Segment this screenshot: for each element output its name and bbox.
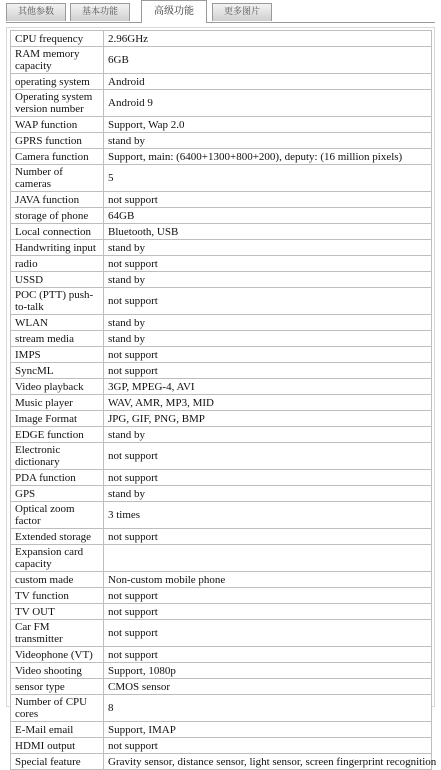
table-row xyxy=(11,545,432,572)
spec-label: Number of CPU cores xyxy=(11,695,104,722)
spec-value: 5 xyxy=(104,165,432,192)
tab-bar xyxy=(6,0,435,23)
table-row xyxy=(11,695,432,722)
spec-label: Number of cameras xyxy=(11,165,104,192)
table-row xyxy=(11,117,432,133)
spec-label: PDA function xyxy=(11,470,104,486)
spec-value: not support xyxy=(104,647,432,663)
table-row xyxy=(11,192,432,208)
spec-value: stand by xyxy=(104,315,432,331)
table-row xyxy=(11,443,432,470)
spec-label: JAVA function xyxy=(11,192,104,208)
table-row xyxy=(11,470,432,486)
spec-value: not support xyxy=(104,470,432,486)
spec-value: Android xyxy=(104,74,432,90)
spec-label: Camera function xyxy=(11,149,104,165)
table-row xyxy=(11,363,432,379)
table-row xyxy=(11,208,432,224)
table-row xyxy=(11,502,432,529)
table-row xyxy=(11,256,432,272)
spec-label: radio xyxy=(11,256,104,272)
table-row xyxy=(11,572,432,588)
table-row xyxy=(11,240,432,256)
spec-label: Music player xyxy=(11,395,104,411)
spec-label: stream media xyxy=(11,331,104,347)
spec-value: not support xyxy=(104,588,432,604)
spec-value: Support, 1080p xyxy=(104,663,432,679)
spec-value: JPG, GIF, PNG, BMP xyxy=(104,411,432,427)
spec-value: Bluetooth, USB xyxy=(104,224,432,240)
spec-value: not support xyxy=(104,620,432,647)
spec-label: Video shooting xyxy=(11,663,104,679)
tab-basic-functions[interactable]: 基本功能 xyxy=(70,3,130,21)
spec-value: not support xyxy=(104,288,432,315)
spec-label: operating system xyxy=(11,74,104,90)
table-row xyxy=(11,427,432,443)
spec-label: WLAN xyxy=(11,315,104,331)
spec-value: Support, IMAP xyxy=(104,722,432,738)
spec-label: TV OUT xyxy=(11,604,104,620)
spec-label: RAM memory capacity xyxy=(11,47,104,74)
spec-value: stand by xyxy=(104,331,432,347)
table-row xyxy=(11,74,432,90)
spec-label: Special feature xyxy=(11,754,104,770)
spec-label: EDGE function xyxy=(11,427,104,443)
table-row xyxy=(11,647,432,663)
spec-label: E-Mail email xyxy=(11,722,104,738)
table-row xyxy=(11,486,432,502)
table-row xyxy=(11,679,432,695)
table-row xyxy=(11,315,432,331)
spec-label: SyncML xyxy=(11,363,104,379)
spec-value: not support xyxy=(104,192,432,208)
spec-label: IMPS xyxy=(11,347,104,363)
tab-more-pictures[interactable]: 更多图片 xyxy=(212,3,272,21)
spec-value: stand by xyxy=(104,133,432,149)
spec-value: 8 xyxy=(104,695,432,722)
table-row xyxy=(11,722,432,738)
table-row xyxy=(11,149,432,165)
table-row xyxy=(11,272,432,288)
spec-value: not support xyxy=(104,738,432,754)
spec-value: not support xyxy=(104,604,432,620)
table-row xyxy=(11,331,432,347)
table-row xyxy=(11,47,432,74)
spec-value: 3 times xyxy=(104,502,432,529)
spec-label: HDMI output xyxy=(11,738,104,754)
spec-label: sensor type xyxy=(11,679,104,695)
specs-table xyxy=(10,30,437,770)
table-row xyxy=(11,379,432,395)
table-row xyxy=(11,31,432,47)
spec-value: stand by xyxy=(104,427,432,443)
tab-other-params[interactable]: 其他参数 xyxy=(6,3,66,21)
spec-value: WAV, AMR, MP3, MID xyxy=(104,395,432,411)
spec-label: USSD xyxy=(11,272,104,288)
spec-label: custom made xyxy=(11,572,104,588)
spec-label: Handwriting input xyxy=(11,240,104,256)
spec-value: Android 9 xyxy=(104,90,432,117)
table-row xyxy=(11,288,432,315)
spec-label: Local connection xyxy=(11,224,104,240)
table-row xyxy=(11,620,432,647)
spec-value: 2.96GHz xyxy=(104,31,432,47)
spec-label: POC (PTT) push-to-talk xyxy=(11,288,104,315)
spec-value: not support xyxy=(104,363,432,379)
spec-value: CMOS sensor xyxy=(104,679,432,695)
spec-label: Video playback xyxy=(11,379,104,395)
spec-value: not support xyxy=(104,443,432,470)
table-row xyxy=(11,395,432,411)
spec-label: Image Format xyxy=(11,411,104,427)
spec-value: Support, main: (6400+1300+800+200), deputy: (16 million pixels) xyxy=(104,149,432,165)
spec-label: storage of phone xyxy=(11,208,104,224)
spec-value: 3GP, MPEG-4, AVI xyxy=(104,379,432,395)
table-row xyxy=(11,588,432,604)
spec-value: not support xyxy=(104,529,432,545)
spec-value: not support xyxy=(104,256,432,272)
spec-label: Expansion card capacity xyxy=(11,545,104,572)
spec-value: 6GB xyxy=(104,47,432,74)
spec-label: GPRS function xyxy=(11,133,104,149)
spec-value: stand by xyxy=(104,486,432,502)
table-row xyxy=(11,347,432,363)
table-row xyxy=(11,738,432,754)
table-row xyxy=(11,90,432,117)
spec-label: CPU frequency xyxy=(11,31,104,47)
table-row xyxy=(11,133,432,149)
spec-label: Car FM transmitter xyxy=(11,620,104,647)
spec-label: Optical zoom factor xyxy=(11,502,104,529)
spec-value: 64GB xyxy=(104,208,432,224)
spec-label: GPS xyxy=(11,486,104,502)
spec-label: Operating system version number xyxy=(11,90,104,117)
spec-value: stand by xyxy=(104,240,432,256)
table-row xyxy=(11,754,432,770)
spec-value: Support, Wap 2.0 xyxy=(104,117,432,133)
spec-value: Non-custom mobile phone xyxy=(104,572,432,588)
tab-advanced-functions[interactable]: 高级功能 xyxy=(141,0,207,23)
spec-label: Electronic dictionary xyxy=(11,443,104,470)
table-row xyxy=(11,663,432,679)
spec-value: stand by xyxy=(104,272,432,288)
spec-value: Gravity sensor, distance sensor, light sensor, screen fingerprint recognition xyxy=(104,754,432,770)
table-row xyxy=(11,411,432,427)
specs-panel xyxy=(6,27,437,768)
table-row xyxy=(11,529,432,545)
spec-value xyxy=(104,545,432,572)
table-row xyxy=(11,165,432,192)
spec-value: not support xyxy=(104,347,432,363)
spec-label: Videophone (VT) xyxy=(11,647,104,663)
table-row xyxy=(11,224,432,240)
table-row xyxy=(11,604,432,620)
spec-label: Extended storage xyxy=(11,529,104,545)
spec-label: TV function xyxy=(11,588,104,604)
spec-label: WAP function xyxy=(11,117,104,133)
